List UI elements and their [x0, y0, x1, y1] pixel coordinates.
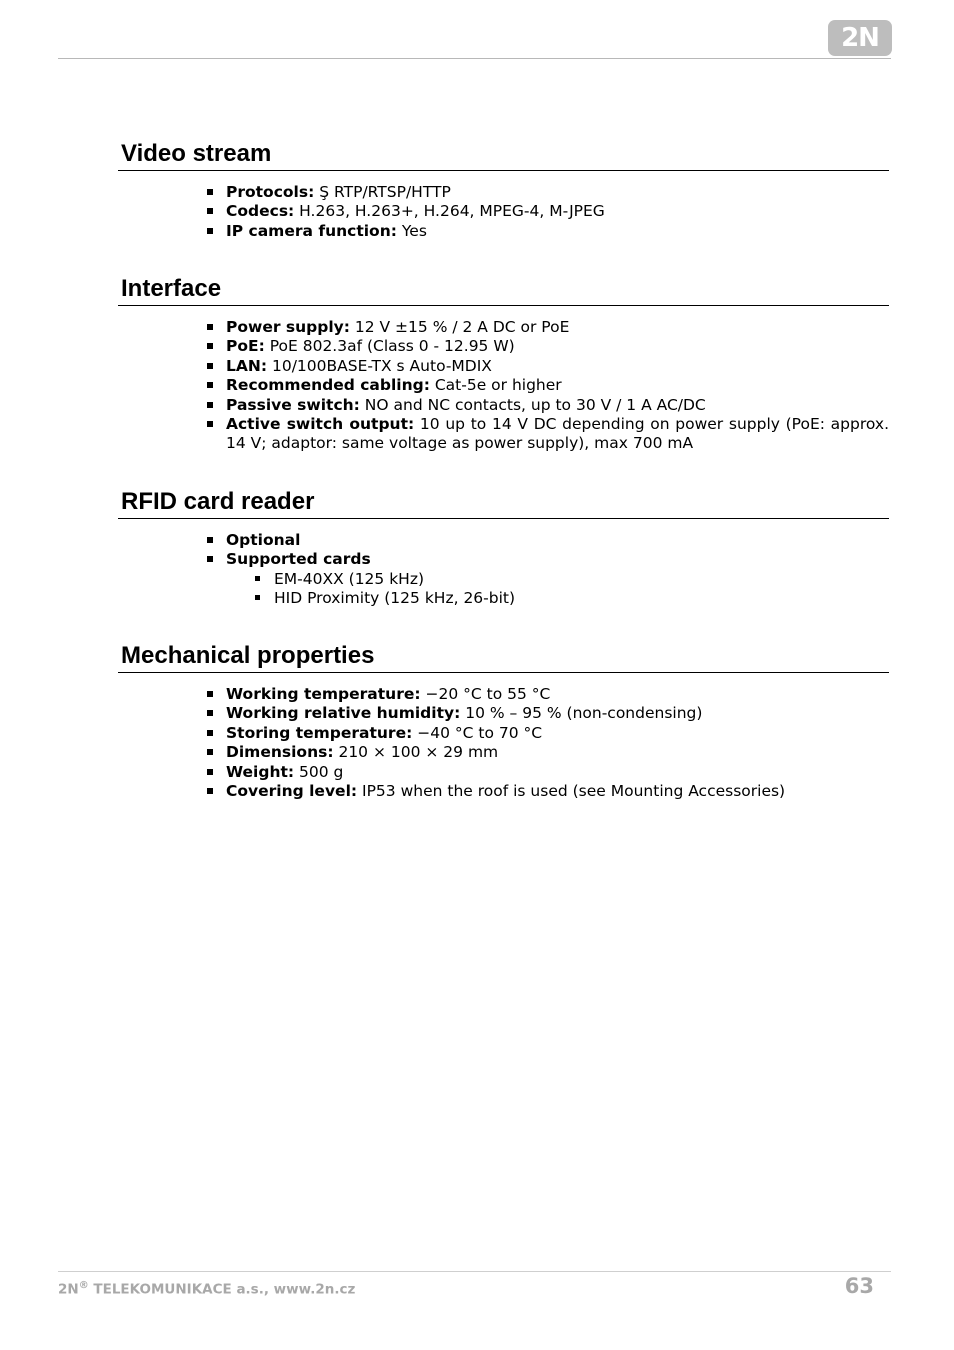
list-item: Weight: 500 g	[118, 763, 889, 782]
list-item: Power supply: 12 V ±15 % / 2 A DC or PoE	[118, 318, 889, 337]
list-item: Working temperature: −20 °C to 55 °C	[118, 685, 889, 704]
list-item: Protocols: Ş RTP/RTSP/HTTP	[118, 183, 889, 202]
sub-list-item: HID Proximity (125 kHz, 26-bit)	[118, 589, 889, 608]
list-item: Supported cards	[118, 550, 889, 569]
list-item: IP camera function: Yes	[118, 222, 889, 241]
footer-company: 2N® TELEKOMUNIKACE a.s., www.2n.cz	[58, 1280, 356, 1298]
list-item: Optional	[118, 531, 889, 550]
list-item: Dimensions: 210 × 100 × 29 mm	[118, 743, 889, 762]
section-video-stream	[118, 139, 889, 241]
list-item: Active switch output: 10 up to 14 V DC depending on power supply (PoE: approx. 14 V; adaptor: same voltage as power supply), max 700 mA	[118, 415, 889, 454]
brand-logo	[828, 20, 892, 56]
header-divider	[58, 58, 891, 59]
list-item: PoE: PoE 802.3af (Class 0 - 12.95 W)	[118, 337, 889, 356]
section-mechanical-properties	[118, 641, 889, 801]
spec-list	[118, 318, 889, 454]
section-title: Interface	[118, 274, 889, 306]
section-title: Video stream	[118, 139, 889, 171]
list-item: Storing temperature: −40 °C to 70 °C	[118, 724, 889, 743]
footer-divider	[58, 1271, 891, 1272]
list-item: Working relative humidity: 10 % – 95 % (non-condensing)	[118, 704, 889, 723]
list-item: Codecs: H.263, H.263+, H.264, MPEG-4, M-JPEG	[118, 202, 889, 221]
section-title: RFID card reader	[118, 487, 889, 519]
list-item: LAN: 10/100BASE-TX s Auto-MDIX	[118, 357, 889, 376]
logo-text: 2N	[841, 23, 879, 53]
section-rfid-card-reader	[118, 487, 889, 609]
list-item: Passive switch: NO and NC contacts, up to 30 V / 1 A AC/DC	[118, 396, 889, 415]
page-number: 63	[844, 1274, 874, 1298]
list-item: Recommended cabling: Cat-5e or higher	[118, 376, 889, 395]
spec-list	[118, 531, 889, 609]
spec-list	[118, 685, 889, 801]
list-item: Covering level: IP53 when the roof is used (see Mounting Accessories)	[118, 782, 889, 801]
sub-list-item: EM-40XX (125 kHz)	[118, 570, 889, 589]
section-interface	[118, 274, 889, 454]
spec-list	[118, 183, 889, 241]
section-title: Mechanical properties	[118, 641, 889, 673]
